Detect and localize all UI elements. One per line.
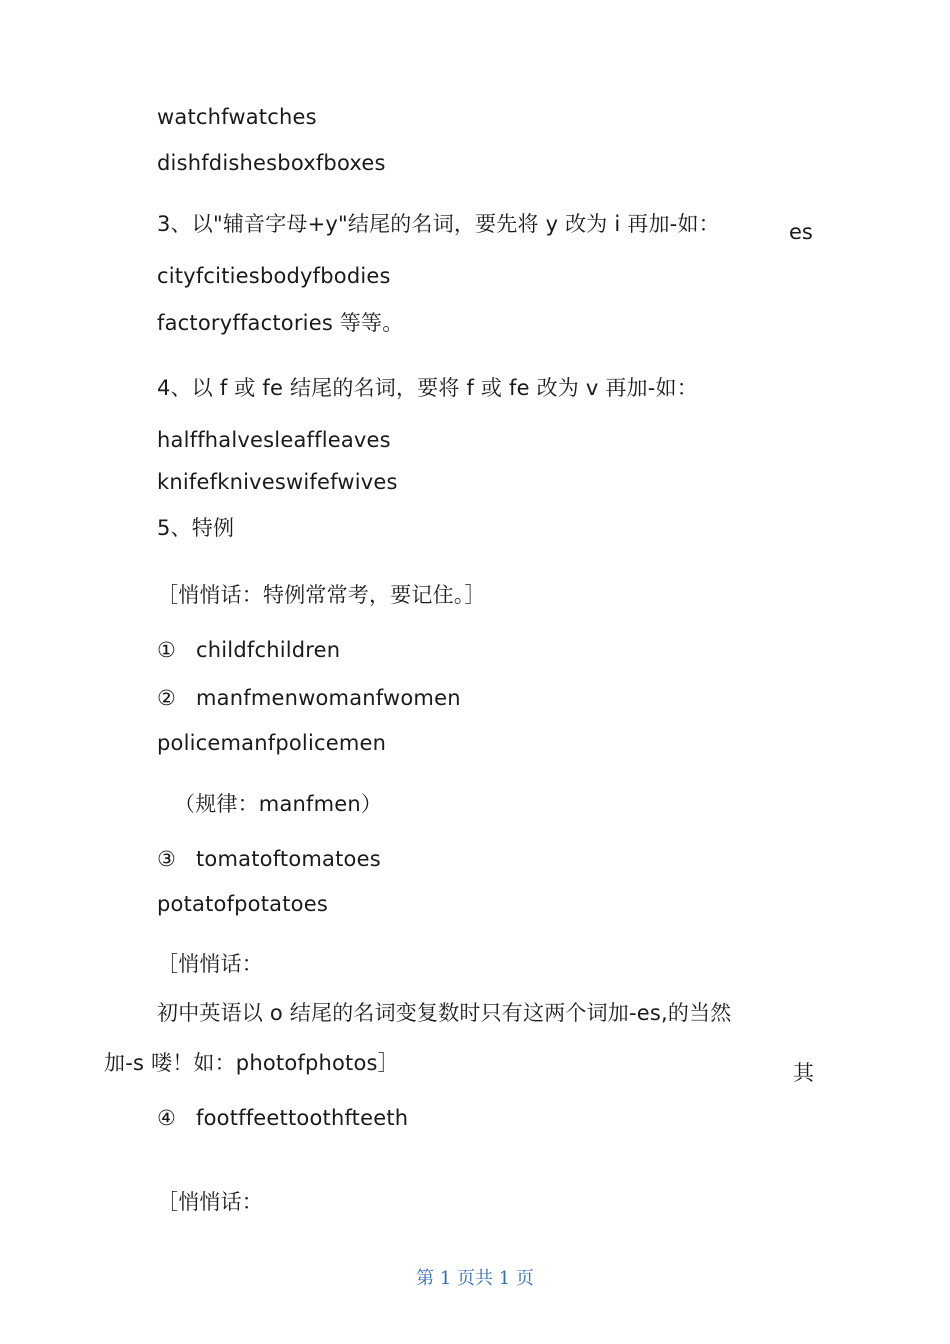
list-number: ③ (157, 847, 177, 871)
tip-note: ［悄悄话： (157, 1190, 263, 1214)
rule-heading-4: 4、以 f 或 fe 结尾的名词，要将 f 或 fe 改为 v 再加-如： (157, 376, 698, 400)
list-number: ① (157, 638, 177, 662)
rule-heading-3: 3、以"辅音字母+y"结尾的名词，要先将 y 改为 i 再加-如： (157, 212, 720, 236)
text-line: cityfcitiesbodyfbodies (157, 264, 391, 288)
text-line: knifefkniveswifefwives (157, 470, 398, 494)
page-footer: 第 1 页共 1 页 (416, 1268, 534, 1289)
list-number: ② (157, 686, 177, 710)
list-number: ④ (157, 1106, 177, 1130)
list-item (157, 636, 340, 664)
list-item (157, 845, 381, 873)
list-item (157, 1104, 408, 1132)
list-item (157, 684, 461, 712)
tip-note: ［悄悄话：特例常常考，要记住。］ (157, 583, 486, 607)
list-item-text: footffeettoothfteeth (196, 1106, 409, 1130)
text-line: factoryffactories 等等。 (157, 311, 404, 335)
text-line: potatofpotatoes (157, 892, 328, 916)
tip-note: ［悄悄话： (157, 952, 263, 976)
rule-heading-5: 5、特例 (157, 516, 235, 540)
text-line: halffhalvesleaffleaves (157, 428, 391, 452)
text-line: watchfwatches (157, 105, 317, 129)
paragraph-line: 加-s 喽！如：photofphotos］ (104, 1051, 399, 1075)
side-character: 其 (793, 1061, 814, 1085)
list-item-text: tomatoftomatoes (196, 847, 381, 871)
text-line: dishfdishesboxfboxes (157, 151, 386, 175)
list-item-text: childfchildren (196, 638, 341, 662)
text-line: policemanfpolicemen (157, 731, 387, 755)
paragraph-line: 初中英语以 o 结尾的名词变复数时只有这两个词加-es,的当然 (157, 1001, 732, 1025)
list-item-text: manfmenwomanfwomen (196, 686, 461, 710)
rule-note: （规律：manfmen） (174, 792, 383, 816)
rule-heading-3-suffix: es (789, 220, 813, 244)
